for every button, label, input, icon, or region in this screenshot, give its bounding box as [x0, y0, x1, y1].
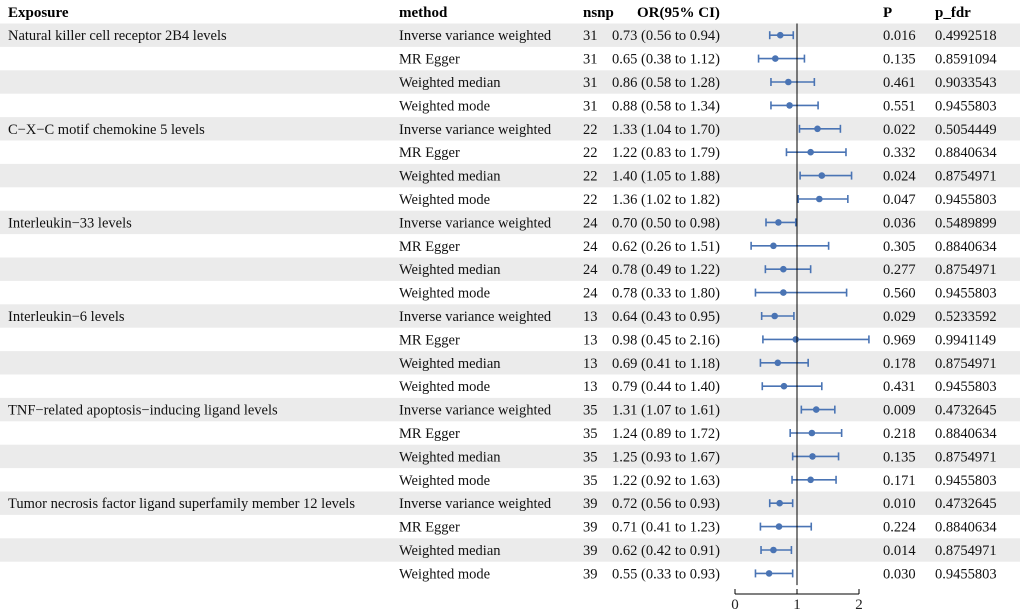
row-stripe — [0, 445, 1020, 468]
or-ci-value: 1.31 (1.07 to 1.61) — [612, 402, 720, 419]
or-point — [781, 383, 788, 390]
or-ci-value: 1.24 (0.89 to 1.72) — [612, 426, 720, 442]
exposure-label: Interleukin−33 levels — [8, 215, 132, 232]
nsnp-value: 24 — [583, 262, 598, 279]
p-value: 0.014 — [883, 543, 916, 559]
or-ci-value: 0.98 (0.45 to 2.16) — [612, 332, 720, 349]
p-fdr-value: 0.4732645 — [935, 402, 997, 419]
or-point — [816, 196, 823, 203]
p-fdr-value: 0.5233592 — [935, 309, 997, 325]
p-value: 0.030 — [883, 566, 916, 583]
p-fdr-value: 0.9455803 — [935, 192, 997, 208]
method-label: Weighted mode — [399, 285, 491, 302]
p-fdr-value: 0.8754971 — [935, 262, 997, 279]
nsnp-value: 31 — [583, 28, 598, 45]
p-fdr-value: 0.4732645 — [935, 496, 997, 513]
or-ci-value: 1.36 (1.02 to 1.82) — [612, 192, 720, 208]
method-label: Weighted median — [399, 543, 501, 559]
or-point — [807, 149, 814, 156]
or-ci-value: 0.64 (0.43 to 0.95) — [612, 309, 720, 325]
method-label: MR Egger — [399, 238, 460, 255]
axis-tick-label: 2 — [855, 597, 863, 612]
p-value: 0.461 — [883, 75, 916, 91]
nsnp-value: 35 — [583, 426, 598, 442]
or-ci-value: 0.78 (0.33 to 1.80) — [612, 285, 720, 302]
method-label: Inverse variance weighted — [399, 121, 552, 138]
or-ci-value: 0.55 (0.33 to 0.93) — [612, 566, 720, 583]
x-axis — [731, 589, 863, 612]
method-label: MR Egger — [399, 332, 460, 349]
p-value: 0.010 — [883, 496, 916, 513]
nsnp-value: 22 — [583, 145, 598, 162]
header-exposure: Exposure — [8, 5, 69, 21]
p-fdr-value: 0.9455803 — [935, 379, 997, 396]
method-label: Inverse variance weighted — [399, 215, 552, 232]
method-label: Inverse variance weighted — [399, 402, 552, 419]
or-point — [792, 336, 799, 343]
nsnp-value: 39 — [583, 566, 598, 583]
nsnp-value: 35 — [583, 472, 598, 489]
axis-tick-label: 0 — [731, 597, 739, 612]
nsnp-value: 39 — [583, 496, 598, 513]
or-point — [776, 500, 783, 507]
method-label: Weighted median — [399, 449, 501, 466]
or-ci-value: 0.65 (0.38 to 1.12) — [612, 51, 720, 68]
p-fdr-value: 0.9455803 — [935, 472, 997, 489]
header-nsnp: nsnp — [583, 5, 614, 21]
or-ci-value: 0.62 (0.26 to 1.51) — [612, 238, 720, 255]
row-stripe — [0, 351, 1020, 374]
p-fdr-value: 0.8754971 — [935, 449, 997, 466]
p-value: 0.560 — [883, 285, 916, 302]
or-ci-value: 0.72 (0.56 to 0.93) — [612, 496, 720, 513]
p-value: 0.047 — [883, 192, 916, 208]
or-point — [813, 406, 820, 413]
or-ci-value: 0.62 (0.42 to 0.91) — [612, 543, 720, 559]
nsnp-value: 31 — [583, 98, 598, 115]
method-label: Weighted mode — [399, 192, 491, 208]
p-fdr-value: 0.9941149 — [935, 332, 997, 349]
p-value: 0.029 — [883, 309, 916, 325]
or-point — [780, 266, 787, 273]
p-value: 0.305 — [883, 238, 916, 255]
or-ci-value: 1.22 (0.92 to 1.63) — [612, 472, 720, 489]
or-point — [780, 289, 787, 296]
nsnp-value: 24 — [583, 285, 598, 302]
nsnp-value: 24 — [583, 215, 598, 232]
row-stripe — [0, 70, 1020, 93]
or-ci-value: 1.22 (0.83 to 1.79) — [612, 145, 720, 162]
method-label: Inverse variance weighted — [399, 28, 552, 45]
method-label: Weighted mode — [399, 379, 491, 396]
p-value: 0.135 — [883, 51, 916, 68]
or-point — [775, 219, 782, 226]
or-point — [777, 32, 784, 39]
row-stripes — [0, 24, 1020, 562]
p-fdr-value: 0.9455803 — [935, 566, 997, 583]
or-point — [766, 570, 773, 577]
row-stripe — [0, 258, 1020, 281]
p-fdr-value: 0.8840634 — [935, 519, 997, 536]
p-fdr-value: 0.8754971 — [935, 543, 997, 559]
or-ci-value: 0.86 (0.58 to 1.28) — [612, 75, 720, 91]
method-label: Weighted median — [399, 75, 501, 91]
nsnp-value: 13 — [583, 379, 598, 396]
or-ci-value: 0.71 (0.41 to 1.23) — [612, 519, 720, 536]
exposure-label: Interleukin−6 levels — [8, 309, 125, 325]
p-value: 0.218 — [883, 426, 916, 442]
p-fdr-value: 0.8754971 — [935, 355, 997, 372]
or-point — [814, 126, 821, 133]
method-label: Weighted median — [399, 168, 501, 185]
nsnp-value: 13 — [583, 355, 598, 372]
p-value: 0.277 — [883, 262, 916, 279]
or-point — [807, 477, 814, 484]
p-value: 0.171 — [883, 472, 916, 489]
or-point — [771, 313, 778, 320]
method-label: Weighted median — [399, 262, 501, 279]
p-fdr-value: 0.9455803 — [935, 98, 997, 115]
or-ci-value: 1.33 (1.04 to 1.70) — [612, 121, 720, 138]
row-stripe — [0, 538, 1020, 561]
or-ci-value: 0.88 (0.58 to 1.34) — [612, 98, 720, 115]
method-label: Inverse variance weighted — [399, 496, 552, 513]
exposure-label: Natural killer cell receptor 2B4 levels — [8, 28, 227, 45]
p-value: 0.135 — [883, 449, 916, 466]
p-fdr-value: 0.4992518 — [935, 28, 997, 45]
method-label: MR Egger — [399, 519, 460, 536]
or-point — [772, 55, 779, 62]
p-value: 0.022 — [883, 121, 916, 138]
exposure-label: TNF−related apoptosis−inducing ligand levels — [8, 402, 278, 419]
method-label: Weighted mode — [399, 566, 491, 583]
p-value: 0.969 — [883, 332, 916, 349]
or-ci-value: 0.78 (0.49 to 1.22) — [612, 262, 720, 279]
or-point — [770, 547, 777, 554]
p-value: 0.332 — [883, 145, 916, 162]
method-label: Inverse variance weighted — [399, 309, 552, 325]
p-value: 0.024 — [883, 168, 916, 185]
p-fdr-value: 0.9455803 — [935, 285, 997, 302]
p-fdr-value: 0.5489899 — [935, 215, 997, 232]
exposure-label: Tumor necrosis factor ligand superfamily member 12 levels — [8, 496, 355, 513]
nsnp-value: 35 — [583, 402, 598, 419]
nsnp-value: 24 — [583, 238, 598, 255]
p-fdr-value: 0.9033543 — [935, 75, 997, 91]
or-point — [776, 523, 783, 530]
nsnp-value: 22 — [583, 168, 598, 185]
nsnp-value: 39 — [583, 543, 598, 559]
p-value: 0.036 — [883, 215, 916, 232]
p-value: 0.016 — [883, 28, 916, 45]
or-ci-value: 0.69 (0.41 to 1.18) — [612, 355, 720, 372]
p-fdr-value: 0.8591094 — [935, 51, 997, 68]
p-fdr-value: 0.8840634 — [935, 145, 997, 162]
nsnp-value: 35 — [583, 449, 598, 466]
exposure-label: C−X−C motif chemokine 5 levels — [8, 121, 205, 138]
or-point — [770, 243, 777, 250]
or-ci-value: 1.40 (1.05 to 1.88) — [612, 168, 720, 185]
method-label: Weighted median — [399, 355, 501, 372]
or-ci-value: 0.79 (0.44 to 1.40) — [612, 379, 720, 396]
nsnp-value: 31 — [583, 75, 598, 91]
header-p: P — [883, 5, 893, 21]
or-ci-value: 0.73 (0.56 to 0.94) — [612, 28, 720, 45]
p-value: 0.178 — [883, 355, 916, 372]
p-fdr-value: 0.8840634 — [935, 426, 997, 442]
p-fdr-value: 0.8754971 — [935, 168, 997, 185]
method-label: MR Egger — [399, 51, 460, 68]
method-label: Weighted mode — [399, 98, 491, 115]
p-value: 0.224 — [883, 519, 916, 536]
or-point — [786, 102, 793, 109]
or-point — [785, 79, 792, 86]
or-point — [809, 453, 816, 460]
nsnp-value: 31 — [583, 51, 598, 68]
or-point — [774, 360, 781, 367]
nsnp-value: 13 — [583, 332, 598, 349]
nsnp-value: 22 — [583, 192, 598, 208]
or-point — [819, 172, 826, 179]
p-value: 0.551 — [883, 98, 916, 115]
method-label: MR Egger — [399, 145, 460, 162]
or-point — [809, 430, 816, 437]
header-or-ci: OR(95% CI) — [637, 5, 720, 21]
header-method: method — [399, 5, 448, 21]
method-label: Weighted mode — [399, 472, 491, 489]
header-p-fdr: p_fdr — [935, 5, 971, 21]
axis-tick-label: 1 — [793, 597, 801, 612]
p-fdr-value: 0.8840634 — [935, 238, 997, 255]
or-ci-value: 0.70 (0.50 to 0.98) — [612, 215, 720, 232]
nsnp-value: 39 — [583, 519, 598, 536]
method-label: MR Egger — [399, 426, 460, 442]
table-header — [8, 5, 971, 21]
p-fdr-value: 0.5054449 — [935, 121, 997, 138]
p-value: 0.009 — [883, 402, 916, 419]
p-value: 0.431 — [883, 379, 916, 396]
nsnp-value: 13 — [583, 309, 598, 325]
nsnp-value: 22 — [583, 121, 598, 138]
or-ci-value: 1.25 (0.93 to 1.67) — [612, 449, 720, 466]
row-stripe — [0, 164, 1020, 187]
